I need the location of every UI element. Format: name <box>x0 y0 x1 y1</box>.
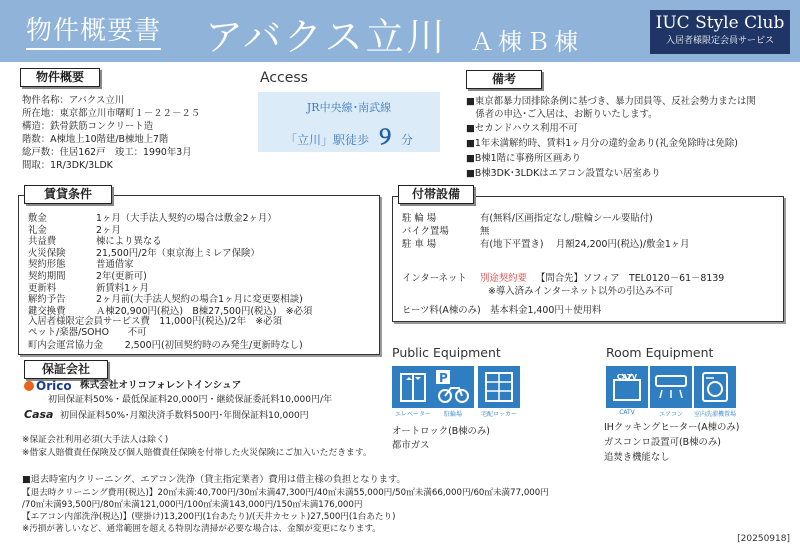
catv-label: CATV <box>619 409 635 416</box>
orico-logo <box>24 379 72 393</box>
overview-layout: 間取：1R/3DK/3LDK <box>22 160 113 171</box>
rent-value: 2ヶ月 <box>96 224 121 236</box>
svg-text:P: P <box>439 371 448 385</box>
casa-logo: Casa <box>24 408 54 421</box>
rent-value: Ａ棟20,900円(税込) B棟27,500円(税込) ※必須 <box>96 305 313 317</box>
public-equipment-title: Public Equipment <box>392 345 501 360</box>
bicycle-parking-icon <box>432 366 474 408</box>
access-unit: 分 <box>401 133 414 147</box>
rent-value: 2ヶ月前(大手法人契約の場合1ヶ月に変更要相談) <box>96 294 303 306</box>
air-conditioner-icon <box>650 366 692 408</box>
rent-community-fee: 町内会運営協力金 2,500円(初回契約時のみ発生/更新時なし) <box>28 340 303 351</box>
public-item-gas: 都市ガス <box>392 440 430 451</box>
property-name: アバクス立川 <box>205 15 448 59</box>
rent-member-fee: 入居者様限定会員サービス費 11,000円(税込)/2年 ※必須 <box>28 316 282 327</box>
remarks-title: 備考 <box>466 70 542 89</box>
internet-required: 別途契約要 <box>480 273 527 284</box>
delivery-locker-label: 宅配ロッカー <box>481 411 517 418</box>
access-walk <box>258 121 440 150</box>
rent-value: 棟により異なる <box>96 236 162 248</box>
washing-machine-icon <box>694 366 736 408</box>
facility-bike-value: 無 <box>480 226 490 237</box>
rent-label: 更新料 <box>28 282 57 294</box>
overview-units: 総戸数：住居162戸 竣工：1990年3月 <box>22 147 192 158</box>
orico-logo-text: Orico <box>36 379 72 393</box>
access-box <box>258 92 440 152</box>
document-date: [20250918] <box>737 534 790 544</box>
rent-title: 賃貸条件 <box>24 185 112 204</box>
catv-icon-text: CATV <box>616 373 638 381</box>
facility-parking-label: 駐 車 場 <box>402 239 437 250</box>
rent-label: 鍵交換費 <box>28 305 66 317</box>
facilities-title: 付帯設備 <box>398 185 474 204</box>
overview-address: 所在地：東京都立川市曙町１－２２－２５ <box>22 108 201 119</box>
facility-bicycle-label: 駐 輪 場 <box>402 213 437 224</box>
header-banner <box>0 0 800 62</box>
delivery-locker-icon <box>478 366 520 408</box>
footer-line-3: /70㎡未満93,500円/80㎡未満121,000円/100㎡未満143,000円/150㎡未満176,000円 <box>22 500 363 510</box>
remarks-line-5: ■B棟1階に事務所区画あり <box>466 153 582 164</box>
remarks-line-4: ■1年未満解約時、賃料1ヶ月分の違約金あり(礼金免除時は免除) <box>466 138 738 149</box>
facility-parking-value: 有(地下平置き) 月額24,200円(税込)/敷金1ヶ月 <box>480 239 690 250</box>
access-line: JR中央線･南武線 <box>306 101 392 114</box>
rent-label: 敷金 <box>28 213 47 224</box>
overview-structure: 構造：鉄骨鉄筋コンクリート造 <box>22 121 154 132</box>
access-minutes: ９ <box>375 125 395 149</box>
rent-label: 契約形態 <box>28 259 66 271</box>
room-item-ih: IHクッキングヒーター(A棟のみ) <box>604 422 740 433</box>
orico-terms: 初回保証料50%・最低保証料20,000円・継続保証委託料10,000円/年 <box>48 395 333 405</box>
footer-line-4: 【エアコン内部洗浄(税込)】(壁掛け)13,200円(1台あたり)/(天井カセット)27,500円(1台あたり) <box>22 512 396 522</box>
access-station: 「立川」駅徒歩 <box>284 133 369 147</box>
brand-name: IUC Style Club <box>655 13 785 33</box>
casa-terms: 初回保証料50%･月額決済手数料500円･年間保証料10,000円 <box>60 411 309 421</box>
internet-label: インターネット <box>402 273 467 284</box>
rent-label: 共益費 <box>28 236 57 248</box>
internet-note: ※導入済みインターネット以外の引込み不可 <box>488 286 674 297</box>
rent-label: 解約予告 <box>28 294 66 306</box>
rent-value: 新賃料1ヶ月 <box>96 282 149 294</box>
rent-value: 2年(更新可) <box>96 271 147 282</box>
document-title: 物件概要書 <box>26 10 161 47</box>
facility-bike-label: バイク置場 <box>402 226 449 237</box>
building-label: Ａ棟Ｂ棟 <box>470 28 582 56</box>
footer-line-5: ※汚損が著しいなど、通常範囲を超える特別な清掃が必要な場合は、金額が変更になります。 <box>22 524 381 534</box>
orico-company-name: 株式会社オリコフォレントインシュア <box>80 380 242 391</box>
rent-label: 契約期間 <box>28 271 66 282</box>
remarks-line-6: ■B棟3DK･3LDKはエアコン設置ない居室あり <box>466 168 661 179</box>
access-title: Access <box>260 70 308 86</box>
footer-line-2: 【退去時クリーニング費用(税込)】20㎡未満:40,700円/30㎡未満47,300円/40㎡未満55,000円/50㎡未満66,000円/60㎡未満77,000円 <box>22 488 549 498</box>
rent-label: 礼金 <box>28 224 47 236</box>
overview-name: 物件名称：アバクス立川 <box>22 95 125 106</box>
guarantee-note-2: ※借家人賠償責任保険及び個人賠償責任保険を付帯した火災保険にご加入いただきます。 <box>22 448 372 458</box>
remarks-line-3: ■セカンドハウス利用不可 <box>466 123 578 134</box>
footer-line-1: ■退去時室内クリーニング、エアコン洗浄（貸主指定業者）費用は借主様の負担となります。 <box>22 474 406 485</box>
room-item-reheat: 追焚き機能なし <box>604 452 670 463</box>
rent-pet: ペット/楽器/SOHO 不可 <box>28 327 147 338</box>
remarks-line-1: ■東京都暴力団排除条例に基づき、暴力団員等、反社会勢力または関 <box>466 96 756 107</box>
rent-value: 1ヶ月（大手法人契約の場合は敷金2ヶ月） <box>96 213 277 224</box>
elevator-icon <box>392 366 434 408</box>
heating-fee: ヒーツ料(A棟のみ) 基本料金1,400円＋使用料 <box>402 305 602 316</box>
room-equipment-title: Room Equipment <box>606 345 714 360</box>
catv-icon <box>606 366 648 408</box>
elevator-label: エレベーター <box>394 411 431 418</box>
rent-label: 火災保険 <box>28 247 66 259</box>
internet-contact: 【問合先】ソフィア TEL0120－61－8139 <box>536 273 725 284</box>
overview-floors: 階数：A棟地上10階建/B棟地上7階 <box>22 134 169 145</box>
rent-value: 普通借家 <box>96 259 134 271</box>
bicycle-parking-label: 駐輪場 <box>443 411 462 418</box>
orico-mark-icon <box>24 381 34 391</box>
remarks-line-2: 係者の申込･ご入居は、お断りいたします。 <box>466 109 658 120</box>
rent-value: 21,500円/2年（東京海上ミレア保険） <box>96 247 260 259</box>
facility-bicycle-value: 有(無料/区画指定なし/駐輪シール要貼付) <box>480 213 653 224</box>
iuc-style-club-logo <box>650 10 790 54</box>
room-item-gas-stove: ガスコンロ設置可(B棟のみ) <box>604 437 721 448</box>
washing-machine-label: 室内洗濯機置場 <box>693 411 736 418</box>
guarantee-note-1: ※保証会社利用必須(大手法人は除く) <box>22 435 169 445</box>
public-item-autolock: オートロック(B棟のみ) <box>392 426 490 437</box>
brand-subtitle: 入居者様限定会員サービス <box>665 36 774 46</box>
air-conditioner-label: エアコン <box>659 411 683 418</box>
guarantee-title: 保証会社 <box>24 360 108 379</box>
overview-title: 物件概要 <box>20 68 100 87</box>
